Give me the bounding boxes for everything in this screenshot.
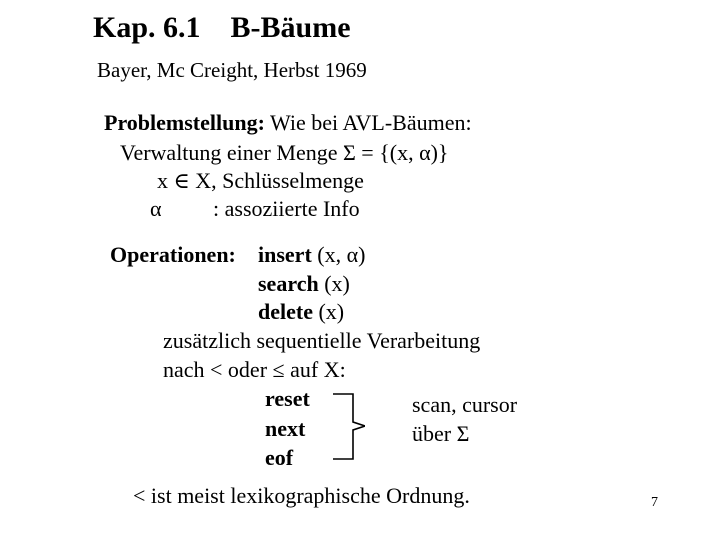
operation-next: next [265,416,306,441]
chapter-topic: B-Bäume [230,11,351,44]
ordering-line: nach < oder ≤ auf X: [163,357,346,382]
problem-key-set: x ∈ X, Schlüsselmenge [157,168,364,193]
problem-set-definition: Verwaltung einer Menge Σ = {(x, α)} [120,140,449,165]
insert-name: insert [258,242,312,267]
insert-args: (x, α) [311,242,366,267]
operation-delete [258,301,344,323]
over-sigma-label: über Σ [412,421,470,446]
scan-cursor-label: scan, cursor [412,392,518,417]
problem-intro: Wie bei AVL-Bäumen: [264,110,472,135]
problem-label: Problemstellung: [104,110,265,135]
delete-args: (x) [312,299,345,324]
problem-associated-info: : assoziierte Info [213,196,360,221]
page-number: 7 [651,495,658,510]
grouping-brace [325,384,365,464]
problem-alpha-symbol: α [150,196,162,221]
page-title [93,13,351,43]
search-args: (x) [318,271,350,296]
search-name: search [258,271,319,296]
delete-name: delete [258,299,313,324]
operation-reset: reset [265,386,310,411]
chapter-number: Kap. 6.1 [93,11,201,44]
authors-line: Bayer, Mc Creight, Herbst 1969 [97,58,367,82]
operation-insert [258,244,365,266]
operation-search [258,273,350,295]
sequential-processing-line: zusätzlich sequentielle Verarbeitung [163,328,481,353]
footnote: < ist meist lexikographische Ordnung. [133,483,470,508]
operation-eof: eof [265,445,294,470]
problem-statement [104,112,472,134]
operations-label: Operationen: [110,242,236,267]
